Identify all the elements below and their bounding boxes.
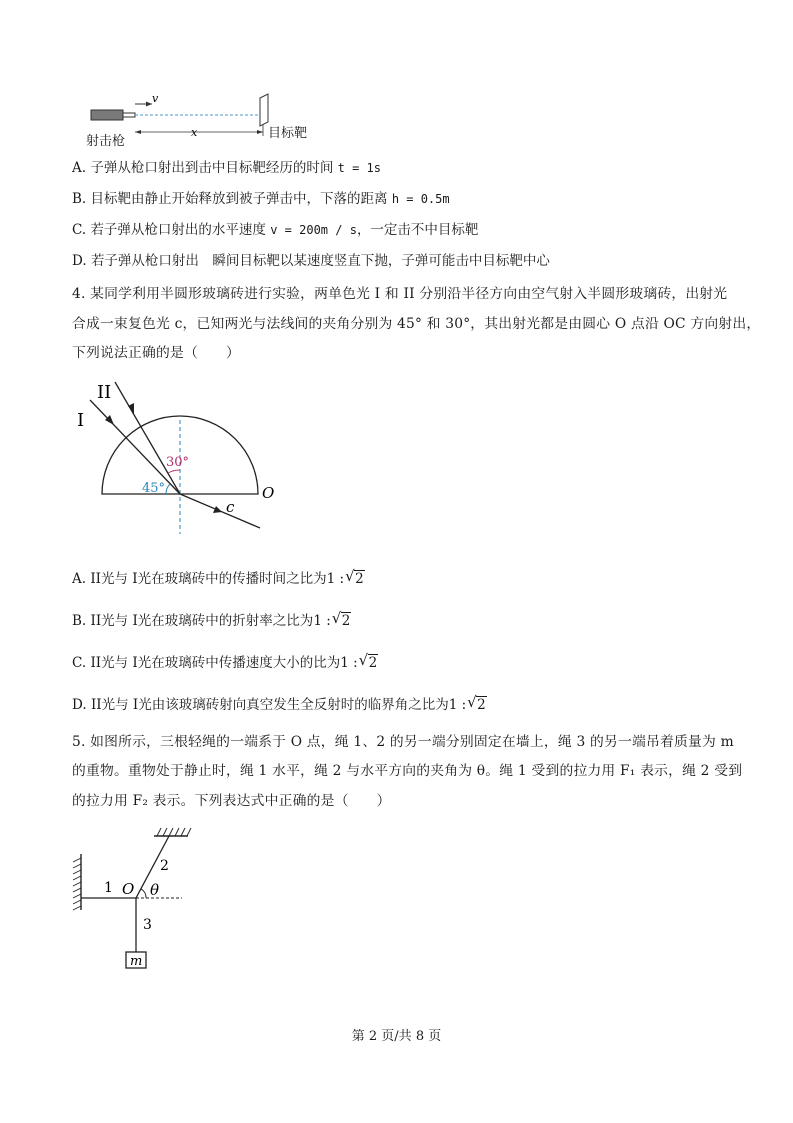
- q3-option-a: A. 子弹从枪口射出到击中目标靶经历的时间 t = 1s: [72, 160, 381, 176]
- angle-30-label: 30°: [166, 455, 190, 470]
- q5-rope-figure: [66, 822, 206, 982]
- q4-option-d: D. II光与 I光由该玻璃砖射向真空发生全反射时的临界角之比为1 : √ 2: [72, 693, 486, 713]
- ray-i-label: I: [77, 410, 85, 431]
- q4-semicircle-figure: [70, 380, 290, 550]
- point-o-label: O: [122, 880, 135, 898]
- gun-body: [91, 110, 123, 120]
- q4-stem-line-2: 合成一束复色光 c，已知两光与法线间的夹角分别为 45° 和 30°，其出射光都是由圆心 O 点沿 OC 方向射出，: [72, 316, 761, 332]
- q3-gun-target-figure: [88, 92, 348, 144]
- gun-barrel: [123, 113, 135, 117]
- v-label: v: [152, 92, 159, 105]
- q3-option-c: C. 若子弹从枪口射出的水平速度 v = 200m / s，一定击不中目标靶: [72, 222, 479, 238]
- q4-stem-line-3: 下列说法正确的是（ ）: [72, 345, 240, 361]
- ray-c-label: c: [226, 498, 235, 516]
- q4-option-c: C. II光与 I光在玻璃砖中传播速度大小的比为1 : √ 2: [72, 651, 378, 671]
- ray-ii: [115, 382, 180, 494]
- q4-option-a: A. II光与 I光在玻璃砖中的传播时间之比为1 : √ 2: [72, 567, 364, 587]
- target-label: 目标靶: [268, 126, 308, 141]
- q5-stem-line-3: 的拉力用 F₂ 表示。下列表达式中正确的是（ ）: [72, 793, 391, 809]
- target-board: [260, 94, 268, 126]
- rope-1-label: 1: [104, 880, 113, 896]
- q3-option-d: D. 若子弹从枪口射出 瞬间目标靶以某速度竖直下抛，子弹可能击中目标靶中心: [72, 253, 550, 269]
- q4-stem-line-1: 4. 某同学利用半圆形玻璃砖进行实验，两单色光 I 和 II 分别沿半径方向由空气射入半圆形玻璃砖，出射光: [72, 286, 728, 302]
- q3-option-b: B. 目标靶由静止开始释放到被子弹击中，下落的距离 h = 0.5m: [72, 191, 450, 207]
- theta-arc: [141, 889, 146, 898]
- x-label: x: [191, 126, 198, 139]
- page-footer: 第 2 页/共 8 页: [351, 1029, 442, 1044]
- q5-stem-line-1: 5. 如图所示，三根轻绳的一端系于 O 点，绳 1、2 的另一端分别固定在墙上，绳 3 的另一端吊着质量为 m: [72, 734, 734, 750]
- mass-label: m: [130, 954, 143, 969]
- angle-arc-45: [166, 484, 170, 494]
- rope-3-label: 3: [143, 917, 152, 933]
- theta-label: θ: [150, 881, 160, 899]
- ray-ii-label: II: [97, 382, 112, 403]
- gun-label: 射击枪: [86, 134, 126, 149]
- angle-arc-30: [168, 470, 180, 473]
- q4-option-b: B. II光与 I光在玻璃砖中的折射率之比为1 : √ 2: [72, 609, 351, 629]
- q5-stem-line-2: 的重物。重物处于静止时，绳 1 水平，绳 2 与水平方向的夹角为 θ。绳 1 受到的拉力用 F₁ 表示，绳 2 受到: [72, 763, 743, 779]
- rope-2-label: 2: [160, 858, 169, 874]
- angle-45-label: 45°: [142, 481, 166, 496]
- center-o-label: O: [262, 484, 275, 502]
